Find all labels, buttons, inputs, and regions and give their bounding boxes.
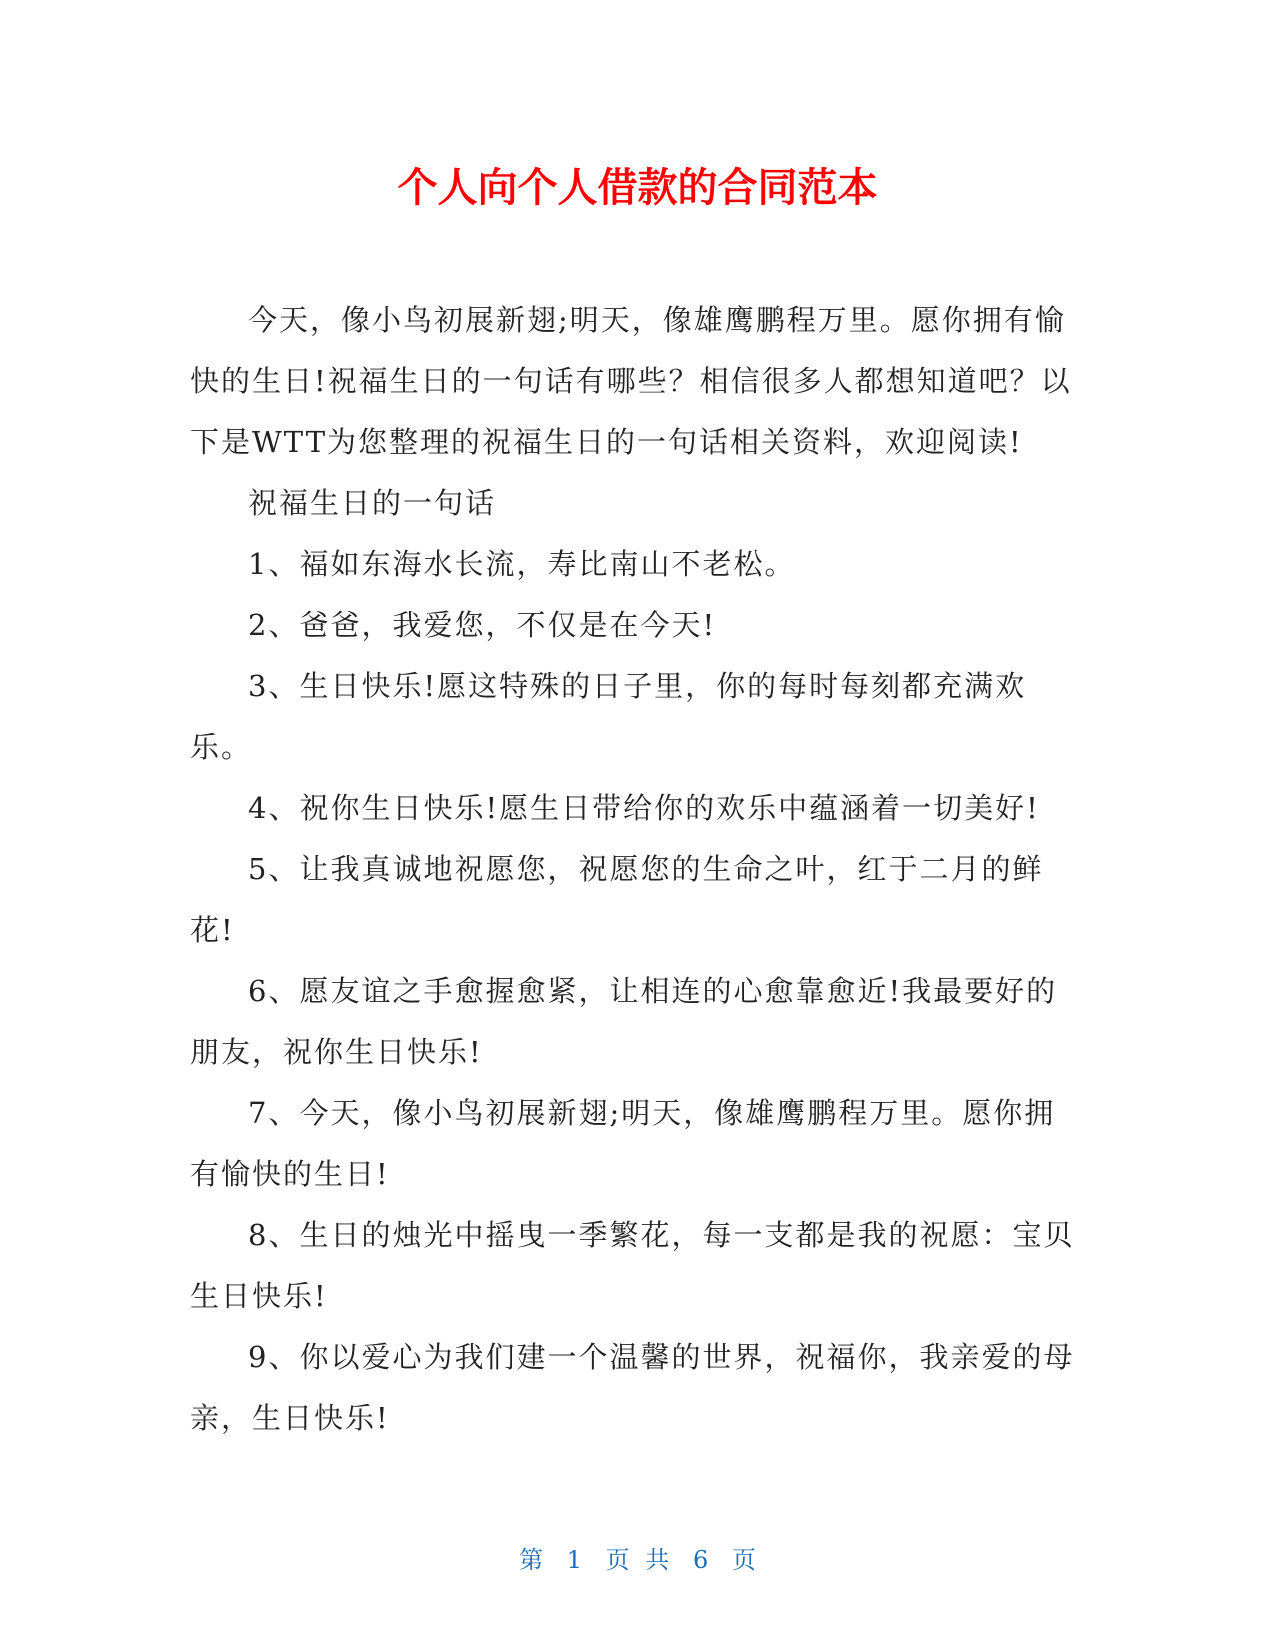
list-item: 4、祝你生日快乐!愿生日带给你的欢乐中蕴涵着一切美好!	[248, 791, 1040, 825]
list-item: 5、让我真诚地祝愿您，祝愿您的生命之叶，红于二月的鲜花!	[190, 852, 1044, 947]
list-item: 3、生日快乐!愿这特殊的日子里，你的每时每刻都充满欢乐。	[190, 669, 1027, 764]
list-item: 8、生日的烛光中摇曳一季繁花，每一支都是我的祝愿：宝贝生日快乐!	[190, 1218, 1075, 1313]
footer-prefix: 第	[519, 1546, 544, 1574]
list-item: 2、爸爸，我爱您，不仅是在今天!	[248, 608, 717, 642]
page-footer	[0, 1540, 1275, 1575]
list-item: 6、愿友谊之手愈握愈紧，让相连的心愈靠愈近!我最要好的朋友，祝你生日快乐!	[190, 974, 1058, 1069]
footer-suffix: 页	[731, 1546, 756, 1574]
document-body	[190, 290, 1085, 1449]
list-item: 9、你以爱心为我们建一个温馨的世界，祝福你，我亲爱的母亲，生日快乐!	[190, 1340, 1075, 1435]
list-item: 1、福如东海水长流，寿比南山不老松。	[248, 547, 796, 581]
intro-paragraph: 今天，像小鸟初展新翅;明天，像雄鹰鹏程万里。愿你拥有愉快的生日!祝福生日的一句话有哪些？相信很多人都想知道吧？以下是WTT为您整理的祝福生日的一句话相关资料，欢迎阅读!	[190, 303, 1072, 459]
section-heading: 祝福生日的一句话	[248, 486, 497, 520]
total-pages-number: 6	[692, 1546, 709, 1574]
footer-mid: 页 共	[605, 1546, 670, 1574]
list-item: 7、今天，像小鸟初展新翅;明天，像雄鹰鹏程万里。愿你拥有愉快的生日!	[190, 1096, 1056, 1191]
current-page-number: 1	[566, 1546, 583, 1574]
document-title: 个人向个人借款的合同范本	[397, 165, 878, 211]
